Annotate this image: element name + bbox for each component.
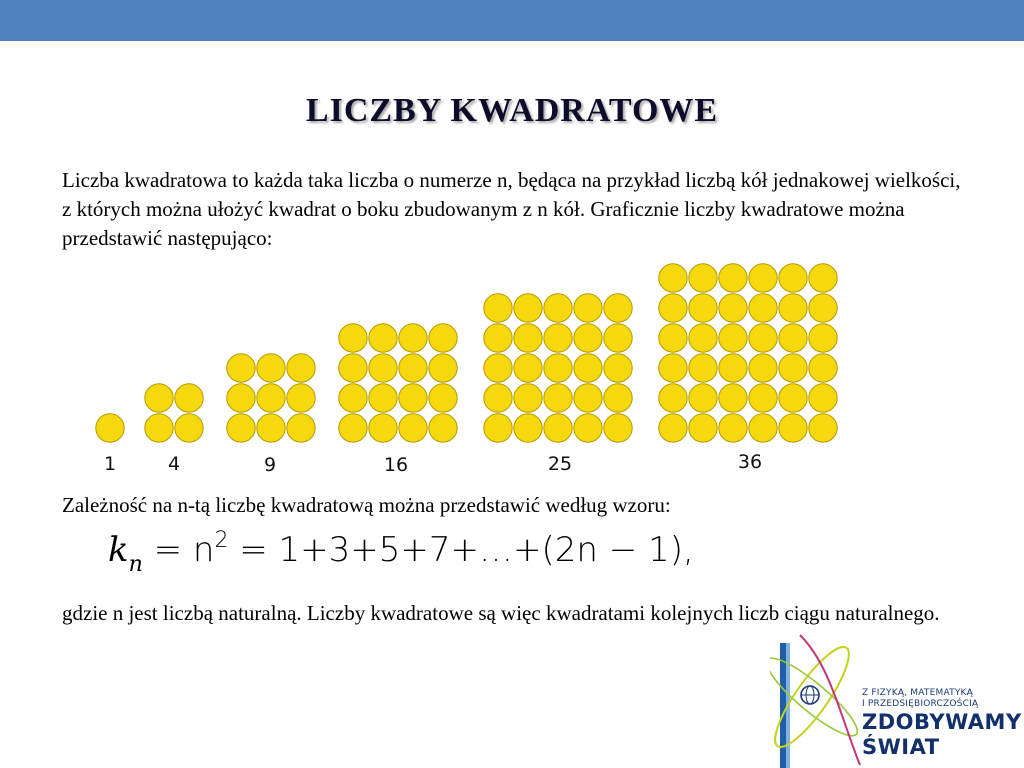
circle-9: [287, 384, 315, 412]
circle-25: [484, 354, 512, 382]
circle-36: [809, 264, 837, 292]
circle-36: [779, 324, 807, 352]
circle-36: [719, 354, 747, 382]
figure-label-9: 9: [263, 454, 277, 476]
circle-25: [514, 324, 542, 352]
circle-9: [257, 414, 285, 442]
circle-36: [689, 414, 717, 442]
logo-line-4: ŚWIAT: [862, 735, 940, 759]
circle-36: [749, 414, 777, 442]
circle-36: [659, 414, 687, 442]
slide-title: LICZBY KWADRATOWE: [305, 92, 719, 129]
circle-25: [484, 414, 512, 442]
circle-16: [369, 414, 397, 442]
figure-label-16: 16: [383, 454, 409, 476]
circle-16: [339, 324, 367, 352]
formula-k: k: [108, 530, 129, 570]
circle-25: [604, 324, 632, 352]
circle-16: [369, 384, 397, 412]
figure-label-1: 1: [103, 453, 117, 475]
circle-25: [574, 324, 602, 352]
formula-subscript: n: [128, 552, 143, 577]
circle-36: [719, 414, 747, 442]
circle-36: [809, 324, 837, 352]
figure-label-36: 36: [737, 451, 763, 473]
circle-16: [429, 384, 457, 412]
circle-25: [604, 354, 632, 382]
circle-25: [484, 324, 512, 352]
circle-25: [544, 294, 572, 322]
top-banner: [0, 0, 1024, 41]
circle-9: [257, 384, 285, 412]
circle-36: [659, 264, 687, 292]
conclusion-paragraph: gdzie n jest liczbą naturalną. Liczby kwadratowe są więc kwadratami kolejnych liczb ciągu naturalnego.: [62, 601, 940, 625]
circle-25: [604, 384, 632, 412]
circle-36: [719, 384, 747, 412]
circle-36: [689, 264, 717, 292]
circle-16: [429, 414, 457, 442]
circle-36: [749, 384, 777, 412]
circle-9: [257, 354, 285, 382]
circle-36: [779, 384, 807, 412]
formula-intro: Zależność na n-tą liczbę kwadratową można przedstawić według wzoru:: [62, 493, 671, 517]
circle-36: [689, 294, 717, 322]
circle-36: [749, 324, 777, 352]
square-number-formula: [108, 530, 694, 580]
circle-36: [689, 354, 717, 382]
circle-25: [544, 384, 572, 412]
logo-line-1: Z FIZYKĄ, MATEMATYKĄ: [862, 688, 973, 698]
circle-1: [96, 414, 124, 442]
circle-36: [779, 414, 807, 442]
circle-16: [339, 384, 367, 412]
circle-25: [574, 294, 602, 322]
circle-16: [369, 324, 397, 352]
circle-16: [399, 324, 427, 352]
circle-36: [779, 294, 807, 322]
circle-4: [175, 414, 203, 442]
circle-36: [719, 324, 747, 352]
circle-4: [175, 384, 203, 412]
circle-16: [339, 354, 367, 382]
circle-36: [749, 264, 777, 292]
circle-36: [809, 384, 837, 412]
circle-25: [574, 384, 602, 412]
circle-25: [544, 354, 572, 382]
circle-36: [779, 264, 807, 292]
circle-36: [659, 294, 687, 322]
circle-9: [227, 354, 255, 382]
circle-16: [339, 414, 367, 442]
formula-exponent: 2: [214, 528, 229, 553]
circle-16: [399, 414, 427, 442]
circle-16: [399, 384, 427, 412]
circle-36: [749, 294, 777, 322]
circle-36: [659, 354, 687, 382]
circle-36: [689, 324, 717, 352]
formula-eq: = n: [142, 530, 215, 570]
logo-line-3: ZDOBYWAMY: [862, 710, 1022, 734]
logo-text: [862, 688, 1022, 760]
circle-25: [574, 414, 602, 442]
circle-36: [719, 264, 747, 292]
circle-9: [227, 384, 255, 412]
circle-25: [514, 384, 542, 412]
circle-25: [484, 294, 512, 322]
circle-36: [689, 384, 717, 412]
circle-9: [227, 414, 255, 442]
formula-rhs: = 1+3+5+7+…+(2n − 1),: [228, 530, 694, 570]
circle-36: [659, 384, 687, 412]
circle-4: [145, 414, 173, 442]
circle-16: [429, 354, 457, 382]
circle-36: [749, 354, 777, 382]
circle-25: [514, 294, 542, 322]
circle-4: [145, 384, 173, 412]
circle-16: [429, 324, 457, 352]
circle-36: [809, 414, 837, 442]
circle-9: [287, 354, 315, 382]
circle-36: [809, 294, 837, 322]
circle-36: [779, 354, 807, 382]
circle-25: [604, 294, 632, 322]
circle-25: [514, 354, 542, 382]
circle-36: [719, 294, 747, 322]
circle-9: [287, 414, 315, 442]
circle-25: [544, 324, 572, 352]
circle-25: [604, 414, 632, 442]
circle-16: [369, 354, 397, 382]
circle-36: [809, 354, 837, 382]
square-numbers-figure: [90, 260, 850, 480]
logo-line-2: I PRZEDSIĘBIORCZOŚCIĄ: [862, 699, 979, 709]
circle-16: [399, 354, 427, 382]
circle-25: [514, 414, 542, 442]
figure-label-4: 4: [167, 453, 181, 475]
circle-36: [659, 324, 687, 352]
figure-label-25: 25: [547, 453, 573, 475]
intro-paragraph: Liczba kwadratowa to każda taka liczba o numerze n, będąca na przykład liczbą kół jednakowej wielkości, z których można ułożyć kwadrat o boku zbudowanym z n kół. Graficznie liczby kwadratowe można przedstawić następująco:: [62, 168, 961, 250]
circle-25: [544, 414, 572, 442]
circle-25: [574, 354, 602, 382]
circle-25: [484, 384, 512, 412]
